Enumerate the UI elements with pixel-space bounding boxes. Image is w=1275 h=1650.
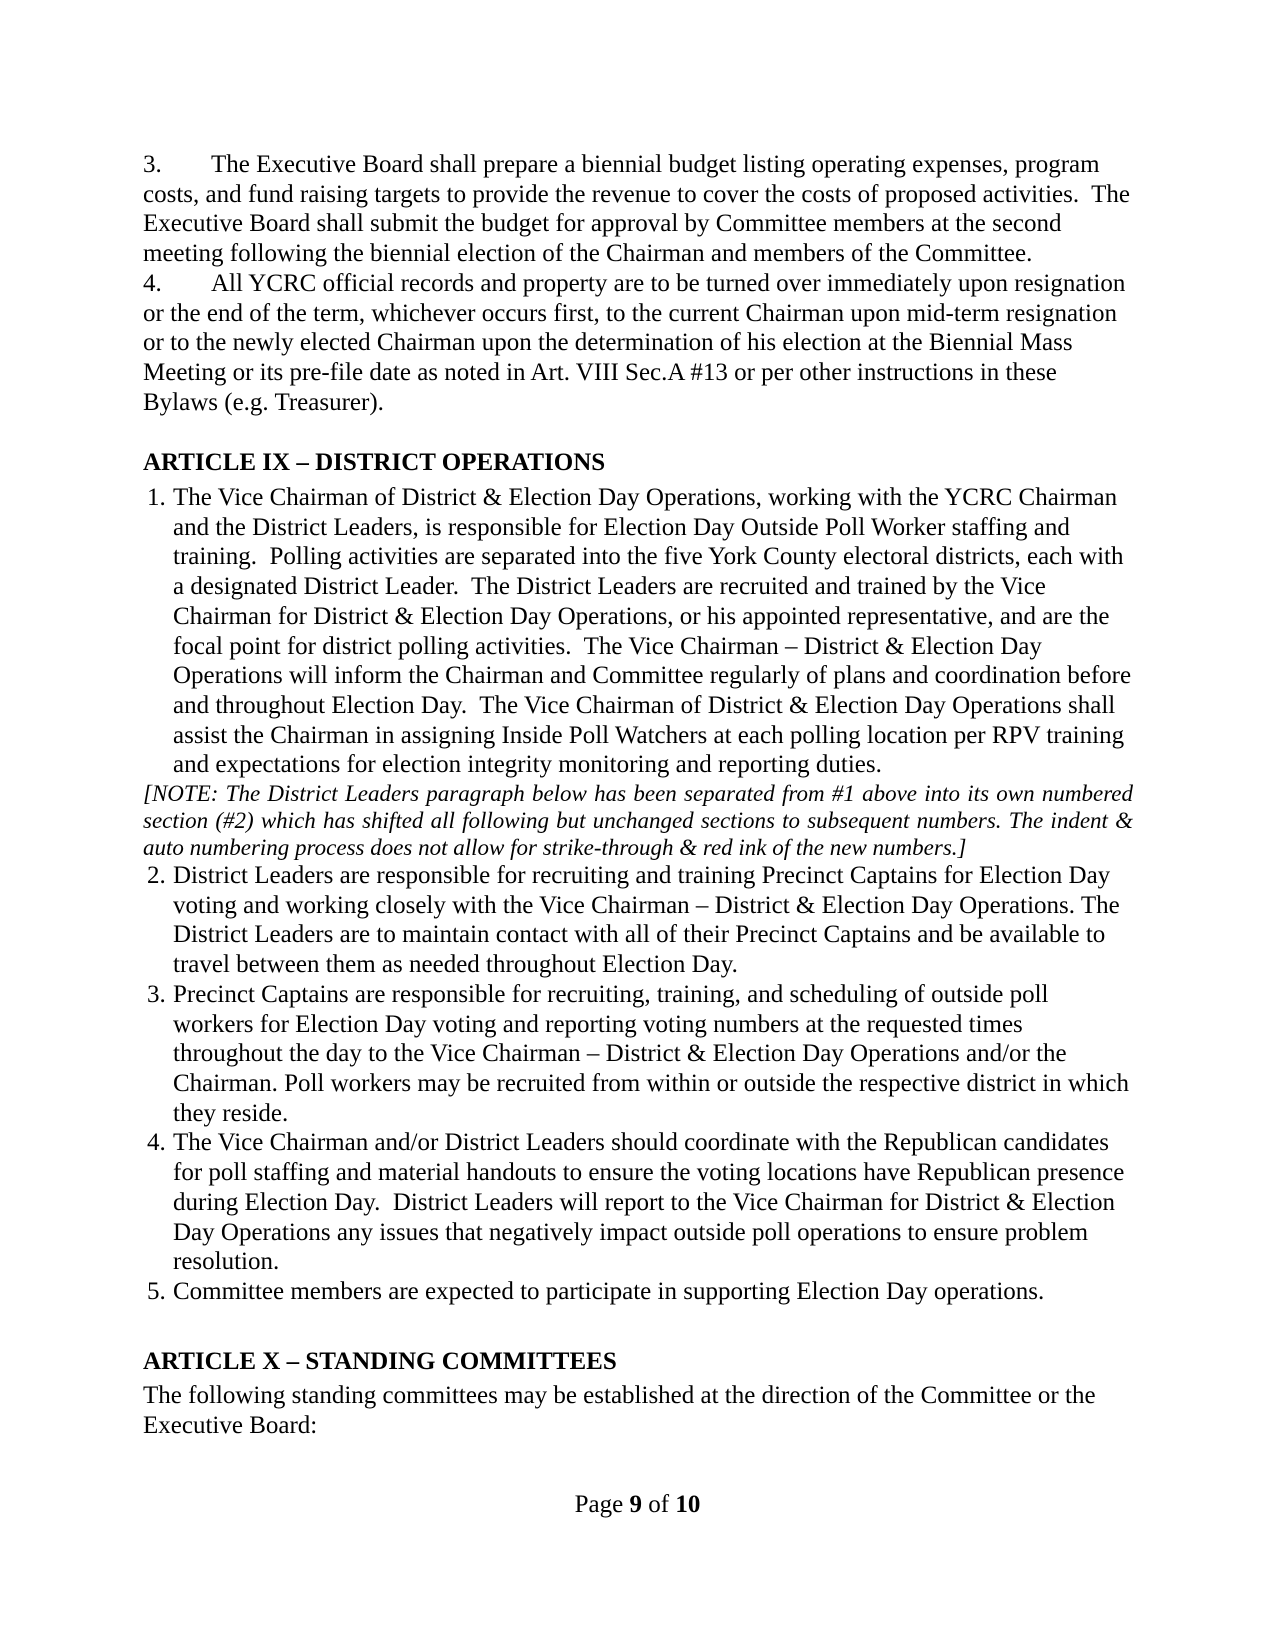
article-ix-item-5: [143, 1277, 1133, 1307]
article-ix-note: [NOTE: The District Leaders paragraph below has been separated from #1 above into its own numbered section (#2) which has shifted all following but unchanged sections to subsequent numbers. The indent & auto numbering process does not allow for strike-through & red ink of the new numbers.]: [143, 781, 1133, 861]
article-x-heading: ARTICLE X – STANDING COMMITTEES: [143, 1347, 617, 1375]
article-ix-item-1-text: The Vice Chairman of District & Election Day Operations, working with the YCRC Chairman and the District Leaders, is responsible for Election Day Outside Poll Worker staffing and training. Polling activities are separated into the five York County electoral districts, each with a designated District Leader. The District Leaders are recruited and trained by the Vice Chairman for District & Election Day Operations, or his appointed representative, and are the focal point for district polling activities. The Vice Chairman – District & Election Day Operations will inform the Chairman and Committee regularly of plans and coordination before and throughout Election Day. The Vice Chairman of District & Election Day Operations shall assist the Chairman in assigning Inside Poll Watchers at each polling location per RPV training and expectations for election integrity monitoring and reporting duties.: [173, 484, 1138, 779]
article-ix-item-2-number: 2.: [147, 862, 166, 890]
article-ix-item-5-text: Committee members are expected to participate in supporting Election Day operations.: [173, 1277, 1045, 1305]
footer-current-page: 9: [629, 1491, 643, 1518]
section-gap: [143, 1307, 1133, 1347]
document-content: [143, 150, 1138, 1441]
article-ix-item-3: [143, 980, 1136, 1129]
paragraph-3-text: The Executive Board shall prepare a biennial budget listing operating expenses, program costs, and fund raising targets to provide the revenue to cover the costs of proposed activities. The Executive Board shall submit the budget for approval by Committee members at the second meeting following the biennial election of the Chairman and members of the Committee.: [143, 151, 1137, 268]
article-x-intro: The following standing committees may be established at the direction of the Committee or the Executive Board:: [143, 1382, 1102, 1440]
article-ix-item-2-text: District Leaders are responsible for recruiting and training Precinct Captains for Election Day voting and working closely with the Vice Chairman – District & Election Day Operations. The District Leaders are to maintain contact with all of their Precinct Captains and be available to travel between them as needed throughout Election Day.: [173, 862, 1126, 979]
paragraph-3: [143, 150, 1137, 269]
article-ix-item-3-text: Precinct Captains are responsible for recruiting, training, and scheduling of outside poll workers for Election Day voting and reporting voting numbers at the requested times throughout the day to the Vice Chairman – District & Election Day Operations and/or the Chairman. Poll workers may be recruited from within or outside the respective district in which they reside.: [173, 980, 1136, 1127]
article-ix-item-1: [143, 483, 1138, 780]
paragraph-3-number: 3.: [143, 151, 162, 178]
paragraph-4: [143, 269, 1133, 418]
paragraph-4-number: 4.: [143, 269, 162, 297]
footer-label-page: Page: [574, 1491, 630, 1518]
footer-label-of: of: [642, 1491, 676, 1518]
section-gap: [143, 417, 1133, 448]
article-ix-item-4-text: The Vice Chairman and/or District Leaders should coordinate with the Republican candidates for poll staffing and material handouts to ensure the voting locations have Republican presence during Election Day. District Leaders will report to the Vice Chairman for District & Election Day Operations any issues that negatively impact outside poll operations to ensure problem resolution.: [173, 1129, 1131, 1276]
article-ix-item-4: [143, 1128, 1133, 1277]
article-ix-heading: ARTICLE IX – DISTRICT OPERATIONS: [143, 449, 606, 477]
paragraph-4-text: All YCRC official records and property are to be turned over immediately upon resignation or the end of the term, whichever occurs first, to the current Chairman upon mid-term resignation or to the newly elected Chairman upon the determination of his election at the Biennial Mass Meeting or its pre-file date as noted in Art. VIII Sec.A #13 or per other instructions in these Bylaws (e.g. Treasurer).: [143, 269, 1132, 416]
article-ix-item-4-number: 4.: [147, 1129, 166, 1157]
page-footer: [0, 1490, 1275, 1520]
article-ix-item-5-number: 5.: [147, 1277, 166, 1305]
article-ix-item-1-number: 1.: [147, 484, 166, 512]
article-ix-item-3-number: 3.: [147, 980, 166, 1008]
footer-total-pages: 10: [675, 1491, 701, 1518]
article-ix-item-2: [143, 861, 1133, 980]
